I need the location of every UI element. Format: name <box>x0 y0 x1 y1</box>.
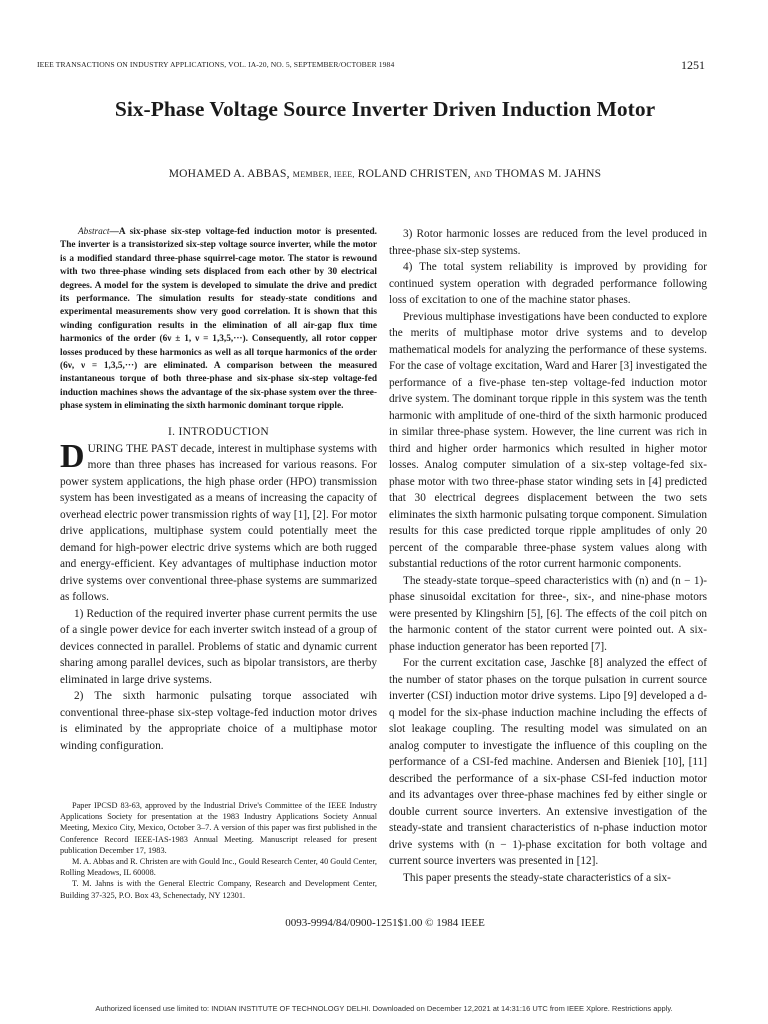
right-paragraph-3: Previous multiphase investigations have been conducted to explore the merits of multiphase motor drive systems and to develop mathematical models for analyzing the performance of these systems. For the case of voltage excitation, Ward and Harer [3] investigated the performance of a five-phase ten-step voltage-fed induction motor drive system. The dominant torque ripple in this system was the tenth harmonic with amplitude of one-third of the sixth harmonic produced in similar three-phase system. However, the line current was rich in third and higher order harmonics which resulted in higher motor losses. Analog computer simulation of a six-step voltage-fed six-phase motor with two three-phase stator winding sets in [4] predicted that 30 electrical degrees displacement between the two sets eliminates the sixth harmonic pulsating torque component. Simulation results for this case predicted torque ripple amplitudes of only 20 percent of the comparable three-phase system values along with substantial reductions of the rotor current harmonic components. <box>389 310 707 570</box>
right-paragraph-2: 4) The total system reliability is improved by providing for continued system operation with degraded performance following loss of excitation to one of the machine stator phases. <box>389 261 707 306</box>
right-column <box>389 226 707 886</box>
drop-cap: D <box>60 437 85 475</box>
author-conjunction: AND <box>473 170 493 179</box>
paper-title: Six-Phase Voltage Source Inverter Driven Induction Motor <box>114 97 656 121</box>
right-paragraph-4: The steady-state torque–speed characteristics with (n) and (n − 1)-phase sinusoidal excitation for three-, six-, and nine-phase motors were presented by Klingshirn [5], [6]. The effects of the coil pitch on the harmonic content of the stator current were pointed out. A six-phase induction generator has been reported [7]. <box>389 574 707 653</box>
footnote-affiliation-1: M. A. Abbas and R. Christen are with Gould Inc., Gould Research Center, 40 Gould Center, Rolling Meadows, IL 60008. <box>60 857 377 878</box>
section-heading-introduction: I. INTRODUCTION <box>168 425 269 438</box>
abstract <box>60 226 377 414</box>
intro-paragraph-3: 2) The sixth harmonic pulsating torque associated wih conventional three-phase six-step voltage-fed induction motor drives is eliminated by the appropriate choice of a multiphase motor winding configuration. <box>60 690 377 752</box>
left-column <box>60 226 377 754</box>
right-paragraph-5: For the current excitation case, Jaschke [8] analyzed the effect of the number of stator phases on the torque pulsation in current source inverter (CSI) induction motor drive systems. Lipo [9] developed a d-q model for the six-phase induction machine including the effects of slot leakage coupling. The resulting model was simulated on an analog computer to investigate the influence of this coupling on the performance of a CSI-fed machine. Andersen and Bieniek [10], [11] described the performance of a six-phase CSI-fed induction motor and its advantages over three-phase machines fed by either single or double current source inverters. An extensive investigation of the steady-state and transient characteristics of n-phase induction motor drive systems with (n − 1)-phase excitation for both voltage and current source inverters was presented in [12]. <box>389 657 707 867</box>
author-2: ROLAND CHRISTEN, <box>357 168 471 180</box>
license-notice: Authorized licensed use limited to: INDIAN INSTITUTE OF TECHNOLOGY DELHI. Downloaded on December 12,2021 at 14:31:16 UTC from IEEE Xplore. Restrictions apply. <box>95 1004 673 1013</box>
footnote <box>60 800 377 901</box>
abstract-text: —A six-phase six-step voltage-fed induction motor is presented. The inverter is a transistorized six-step voltage source inverter, while the motor is a modified standard three-phase squirrel-cage motor. The stator is rewound with two three-phase winding sets displaced from each other by 30 electrical degrees. A model for the system is developed to simulate the drive and predict its performance. The simulation results for steady-state conditions and experimental measurements show very good correlation. It is shown that this winding configuration results in the elimination of all air-gap flux time harmonics of the order (6ν ± 1, ν = 1,3,5,···). Consequently, all rotor copper losses produced by these harmonics as well as all torque harmonics of the order (6ν, ν = 1,3,5,···) are eliminated. A comparison between the measured instantaneous torque of both three-phase and six-phase six-step voltage-fed induction machines shows the advantage of the six-phase system over the three-phase system in eliminating the sixth harmonic dominant torque ripple. <box>60 227 377 412</box>
right-paragraph-6: This paper presents the steady-state characteristics of a six- <box>403 871 671 884</box>
abstract-label: Abstract <box>78 227 110 237</box>
page-number: 1251 <box>681 58 705 72</box>
author-line <box>60 168 710 180</box>
running-head: IEEE TRANSACTIONS ON INDUSTRY APPLICATIONS, VOL. IA-20, NO. 5, SEPTEMBER/OCTOBER 1984 <box>37 60 395 69</box>
right-paragraph-1: 3) Rotor harmonic losses are reduced from the level produced in three-phase six-step systems. <box>389 228 707 257</box>
intro-paragraph-1-text: URING THE PAST decade, interest in multiphase systems with more than three phases has increased for various reasons. For power system applications, the high phase order (HPO) transmission system has been investigated as a means of increasing the capacity of overhead electric power transmission rights of way [1], [2]. For motor drive applications, multiphase system could potentially meet the demand for high-power electric drive systems which are both rugged and energy-efficient. Key advantages of multiphase induction motor drive systems over conventional three-phase systems are summarized as follows. <box>60 442 377 604</box>
intro-paragraph-1 <box>60 437 377 606</box>
intro-paragraph-2: 1) Reduction of the required inverter phase current permits the use of a single power device for each inverter switch instead of a group of devices connected in parallel. Problems of static and dynamic current sharing among parallel devices, such as bipolar transistors, are therby eliminated in large drive systems. <box>60 607 377 686</box>
author-3: THOMAS M. JAHNS <box>495 168 602 180</box>
author-1-membership: MEMBER, IEEE, <box>292 170 355 179</box>
footnote-affiliation-2: T. M. Jahns is with the General Electric Company, Research and Development Center, Building 37-325, P.O. Box 43, Schenectady, NY 12301. <box>60 879 377 900</box>
footnote-paper-info: Paper IPCSD 83-63, approved by the Industrial Drive's Committee of the IEEE Industry Applications Society for presentation at the 1983 Industry Applications Society Annual Meeting, Mexico City, Mexico, October 3–7. A version of this paper was first published in the Conference Record IEEE-IAS-1983 Annual Meeting. Manuscript released for present publication December 17, 1983. <box>60 801 377 855</box>
author-1: MOHAMED A. ABBAS, <box>168 168 290 180</box>
copyright-footer: 0093-9994/84/0900-1251$1.00 © 1984 IEEE <box>285 917 485 929</box>
